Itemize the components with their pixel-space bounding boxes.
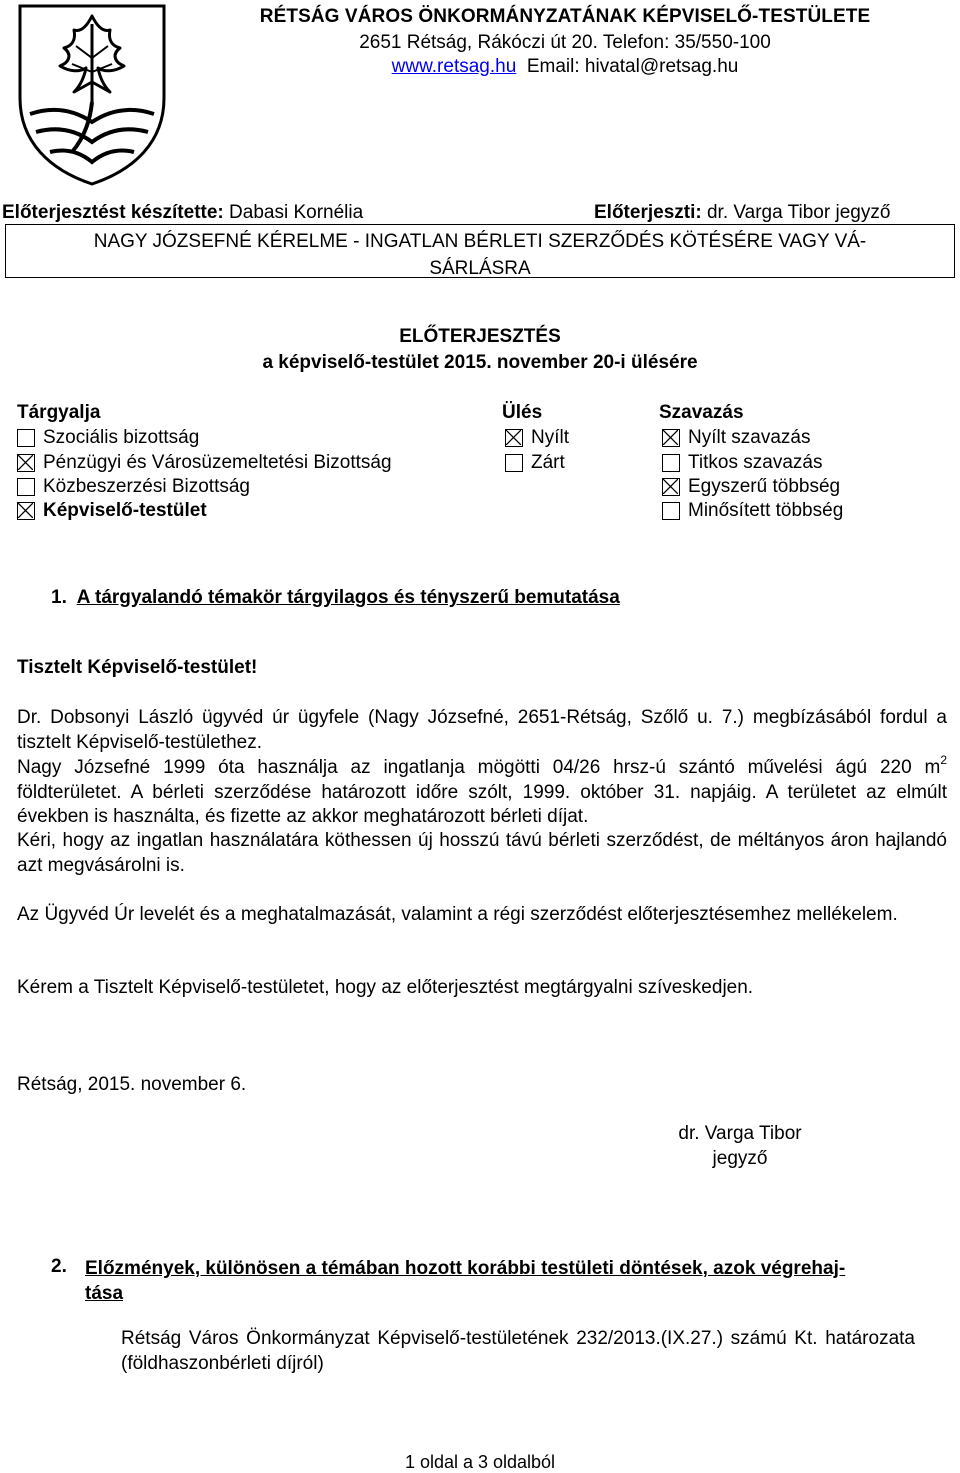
presented-by-name: dr. Varga Tibor jegyző: [706, 202, 891, 223]
option-secret-vote[interactable]: [662, 451, 822, 475]
option-qualified-majority[interactable]: [662, 499, 843, 523]
checkbox-checked[interactable]: [662, 429, 680, 447]
section-2-title: [85, 1256, 947, 1306]
option-label: Titkos szavazás: [688, 452, 823, 473]
discussed-by-header: Tárgyalja: [17, 402, 101, 423]
paragraph-2-text-a: Nagy Józsefné 1999 óta használja az ingatlanja mögötti 04/26 hrsz-ú szántó művelési ágú 220 m: [17, 757, 941, 778]
option-council[interactable]: [17, 499, 207, 523]
superscript: 2: [940, 752, 947, 767]
signature-title: jegyző: [712, 1148, 768, 1169]
paragraph-4: Az Ügyvéd Úr levelét és a meghatalmazását, valamint a régi szerződést előterjesztésemhez mellékelem.: [17, 904, 898, 925]
option-open-session[interactable]: [505, 426, 569, 450]
option-label: Pénzügyi és Városüzemeltetési Bizottság: [43, 452, 392, 473]
paragraph-2: [17, 752, 947, 830]
paragraph-1: Dr. Dobsonyi László ügyvéd úr ügyfele (Nagy Józsefné, 2651-Rétság, Szőlő u. 7.) megbízásából fordul a tisztelt Képviselő-testülethez.: [17, 707, 947, 753]
section-1-heading: [51, 587, 620, 609]
paragraph-3: Kéri, hogy az ingatlan használatára köthessen új hosszú távú bérleti szerződést, de méltányos áron hajlandó azt megvásárolni is.: [17, 830, 947, 876]
place-and-date: Rétság, 2015. november 6.: [17, 1074, 247, 1095]
website-link[interactable]: www.retsag.hu: [391, 56, 517, 77]
page-footer: 1 oldal a 3 oldalból: [404, 1452, 556, 1472]
prepared-by-label: Előterjesztést készítette:: [2, 202, 224, 223]
option-procurement-committee[interactable]: [17, 475, 250, 499]
option-finance-committee[interactable]: [17, 451, 392, 475]
option-simple-majority[interactable]: [662, 475, 840, 499]
paragraph-2-text-b: földterületet. A bérleti szerződése határozott időre szólt, 1999. október 31. napjáig. A területet az elmúlt években is használta, és fizette az akkor meghatározott bérleti díjat.: [17, 781, 947, 827]
checkbox-checked[interactable]: [17, 454, 35, 472]
checkbox[interactable]: [17, 429, 35, 447]
option-label: Egyszerű többség: [688, 476, 841, 497]
presented-by: [594, 202, 890, 224]
option-label: Nyílt szavazás: [688, 427, 811, 448]
section-2-number: 2.: [51, 1256, 67, 1277]
section-2-title-line-2: tása: [85, 1283, 124, 1304]
signature-name: dr. Varga Tibor: [678, 1123, 802, 1144]
checkbox-checked[interactable]: [662, 478, 680, 496]
municipal-crest-logo: [14, 2, 170, 188]
subject-line-2: SÁRLÁSRA: [429, 258, 531, 279]
document-title: ELŐTERJESZTÉS: [399, 326, 561, 347]
option-open-vote[interactable]: [662, 426, 810, 450]
paragraph-5: Kérem a Tisztelt Képviselő-testületet, hogy az előterjesztést megtárgyalni szíveskedjen.: [17, 977, 754, 998]
prepared-by: [2, 202, 363, 224]
prepared-by-name: Dabasi Kornélia: [229, 202, 364, 223]
option-closed-session[interactable]: [505, 451, 565, 475]
checkbox[interactable]: [17, 478, 35, 496]
option-social-committee[interactable]: [17, 426, 199, 450]
checkbox-checked[interactable]: [17, 502, 35, 520]
option-label: Nyílt: [531, 427, 569, 448]
council-address: 2651 Rétság, Rákóczi út 20. Telefon: 35/550-100: [359, 32, 771, 53]
section-1-title: A tárgyalandó témakör tárgyilagos és tényszerű bemutatása: [76, 587, 620, 608]
council-contact-line: [170, 56, 960, 78]
option-label: Zárt: [531, 452, 565, 473]
checkbox[interactable]: [662, 454, 680, 472]
voting-header: Szavazás: [659, 402, 744, 423]
checkbox[interactable]: [505, 454, 523, 472]
option-label: Szociális bizottság: [43, 427, 200, 448]
session-header: Ülés: [502, 402, 543, 423]
option-label: Minősített többség: [688, 500, 844, 521]
presented-by-label: Előterjeszti:: [594, 202, 702, 223]
section-2-text: Rétság Város Önkormányzat Képviselő-testületének 232/2013.(IX.27.) számú Kt. határozata (földhaszonbérleti díjról): [121, 1328, 915, 1374]
council-name-heading: RÉTSÁG VÁROS ÖNKORMÁNYZATÁNAK KÉPVISELŐ-TESTÜLETE: [259, 6, 871, 27]
email-text: Email: hivatal@retsag.hu: [526, 56, 739, 77]
subject-line-1: NAGY JÓZSEFNÉ KÉRELME - INGATLAN BÉRLETI SZERZŐDÉS KÖTÉSÉRE VAGY VÁ-: [93, 231, 867, 252]
checkbox-checked[interactable]: [505, 429, 523, 447]
section-1-number: 1.: [51, 587, 67, 608]
option-label: Képviselő-testület: [43, 500, 207, 521]
section-2-title-line-1: Előzmények, különösen a témában hozott korábbi testületi döntések, azok végrehaj-: [85, 1258, 846, 1279]
subject-box: [5, 224, 955, 278]
salutation: Tisztelt Képviselő-testület!: [17, 657, 258, 678]
option-label: Közbeszerzési Bizottság: [43, 476, 250, 497]
document-subtitle: a képviselő-testület 2015. november 20-i ülésére: [262, 352, 698, 373]
checkbox[interactable]: [662, 502, 680, 520]
